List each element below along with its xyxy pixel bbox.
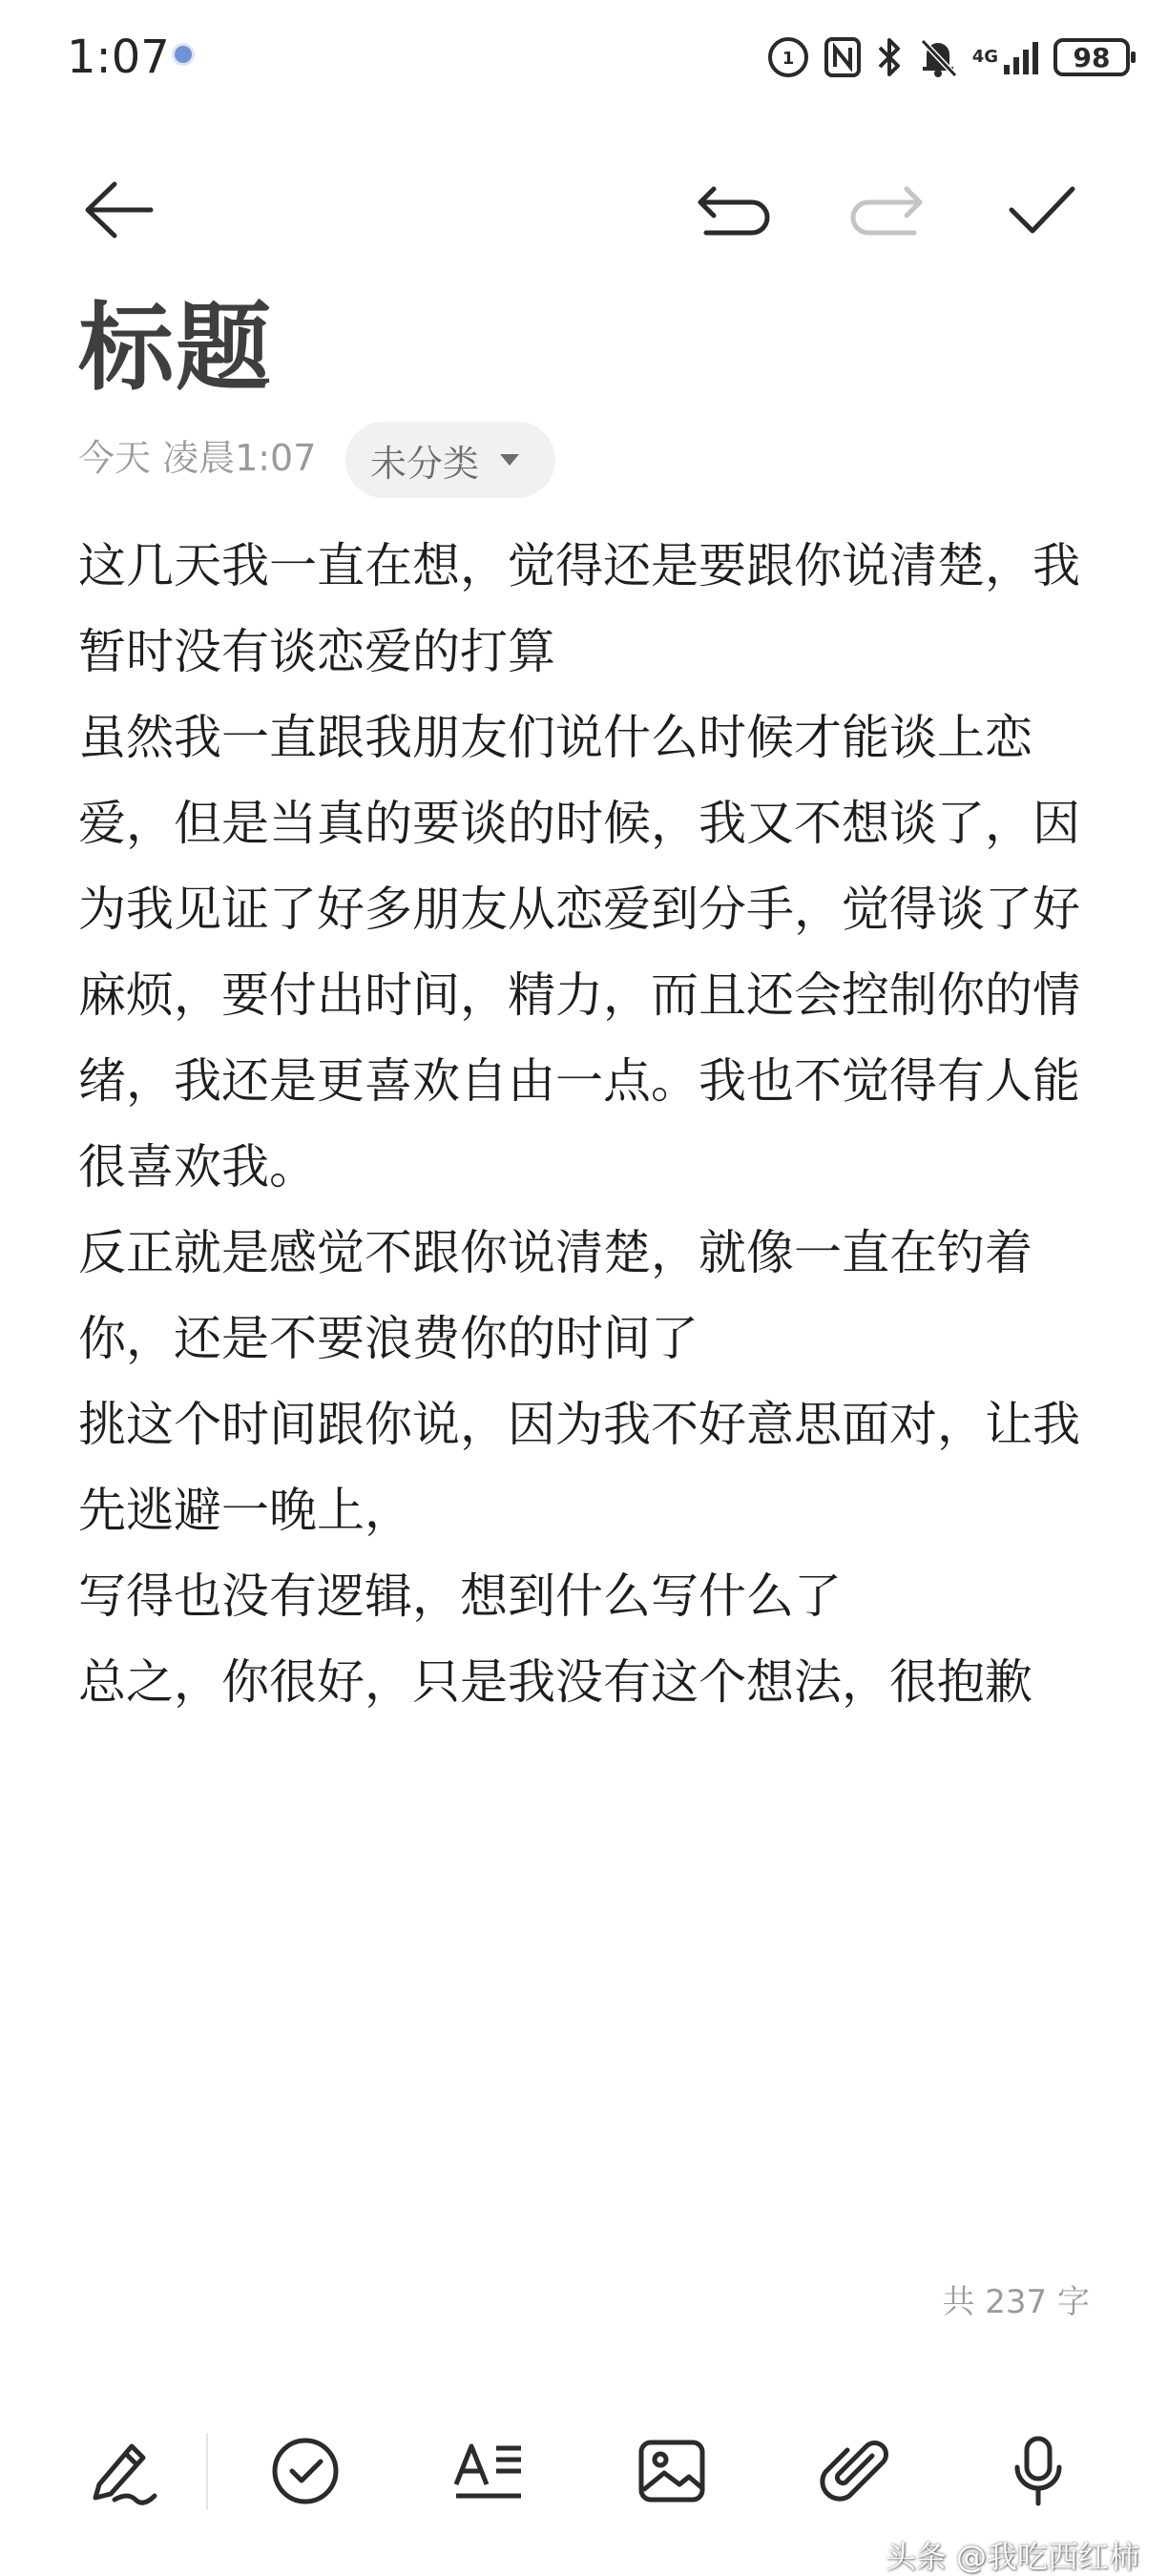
note-paragraph: 总之，你很好，只是我没有这个想法，很抱歉 xyxy=(78,1654,1032,1710)
checklist-icon xyxy=(269,2435,342,2507)
category-selector[interactable] xyxy=(345,422,555,498)
status-icons xyxy=(766,29,1130,86)
battery-level: 98 xyxy=(1073,41,1111,73)
note-paragraph: 写得也没有逻辑，想到什么写什么了 xyxy=(78,1568,842,1624)
note-title[interactable]: 标题 xyxy=(78,292,273,404)
text-format-icon xyxy=(450,2435,527,2507)
microphone-icon xyxy=(1010,2433,1067,2509)
note-paragraph: 虽然我一直跟我朋友们说什么时候才能谈上恋爱，但是当真的要谈的时候，我又不想谈了，因为我见证了好多朋友从恋爱到分手，觉得谈了好麻烦，要付出时间，精力，而且还会控制你的情绪，我还是更喜欢自由一点。我也不觉得有人能很喜欢我。 xyxy=(78,710,1080,1195)
status-time: 1:07 xyxy=(67,31,170,84)
bluetooth-icon xyxy=(875,35,904,79)
nfc-icon xyxy=(824,36,862,78)
check-icon xyxy=(1006,181,1078,239)
note-paragraph: 这几天我一直在想，觉得还是要跟你说清楚，我暂时没有谈恋爱的打算 xyxy=(78,538,1080,679)
checklist-button[interactable] xyxy=(258,2423,353,2519)
undo-icon xyxy=(693,181,773,239)
note-paragraph: 反正就是感觉不跟你说清楚，就像一直在钓着你，还是不要浪费你的时间了 xyxy=(78,1225,1032,1366)
mobile-signal-icon xyxy=(972,38,1040,76)
attachment-button[interactable] xyxy=(807,2423,903,2519)
image-icon xyxy=(636,2435,708,2507)
watermark-text: 头条 @我吃西红柿 xyxy=(885,2539,1139,2575)
dropdown-triangle-icon xyxy=(498,452,521,467)
battery-indicator xyxy=(1053,38,1130,76)
handwriting-icon xyxy=(86,2435,158,2507)
location-indicator-icon xyxy=(175,46,192,63)
text-format-button[interactable] xyxy=(441,2423,536,2519)
hd-call-icon xyxy=(766,35,810,79)
toolbar-divider xyxy=(206,2433,208,2509)
confirm-button[interactable] xyxy=(996,164,1088,256)
voice-input-button[interactable] xyxy=(991,2423,1086,2519)
handwriting-button[interactable] xyxy=(74,2423,170,2519)
network-type: 4G xyxy=(971,47,998,67)
note-body[interactable] xyxy=(78,523,1099,1725)
back-button[interactable] xyxy=(73,164,164,256)
note-paragraph: 挑这个时间跟你说，因为我不好意思面对，让我先逃避一晚上， xyxy=(78,1397,1080,1538)
svg-text:1: 1 xyxy=(782,49,794,69)
redo-button[interactable] xyxy=(842,164,933,256)
word-count: 共 237 字 xyxy=(942,2283,1090,2321)
category-label: 未分类 xyxy=(370,442,480,485)
insert-image-button[interactable] xyxy=(624,2423,720,2519)
attachment-icon xyxy=(819,2435,891,2507)
arrow-left-icon xyxy=(80,177,156,243)
redo-icon xyxy=(847,181,928,239)
undo-button[interactable] xyxy=(687,164,779,256)
note-date: 今天 凌晨1:07 xyxy=(78,437,317,479)
muted-bell-icon xyxy=(917,35,959,79)
